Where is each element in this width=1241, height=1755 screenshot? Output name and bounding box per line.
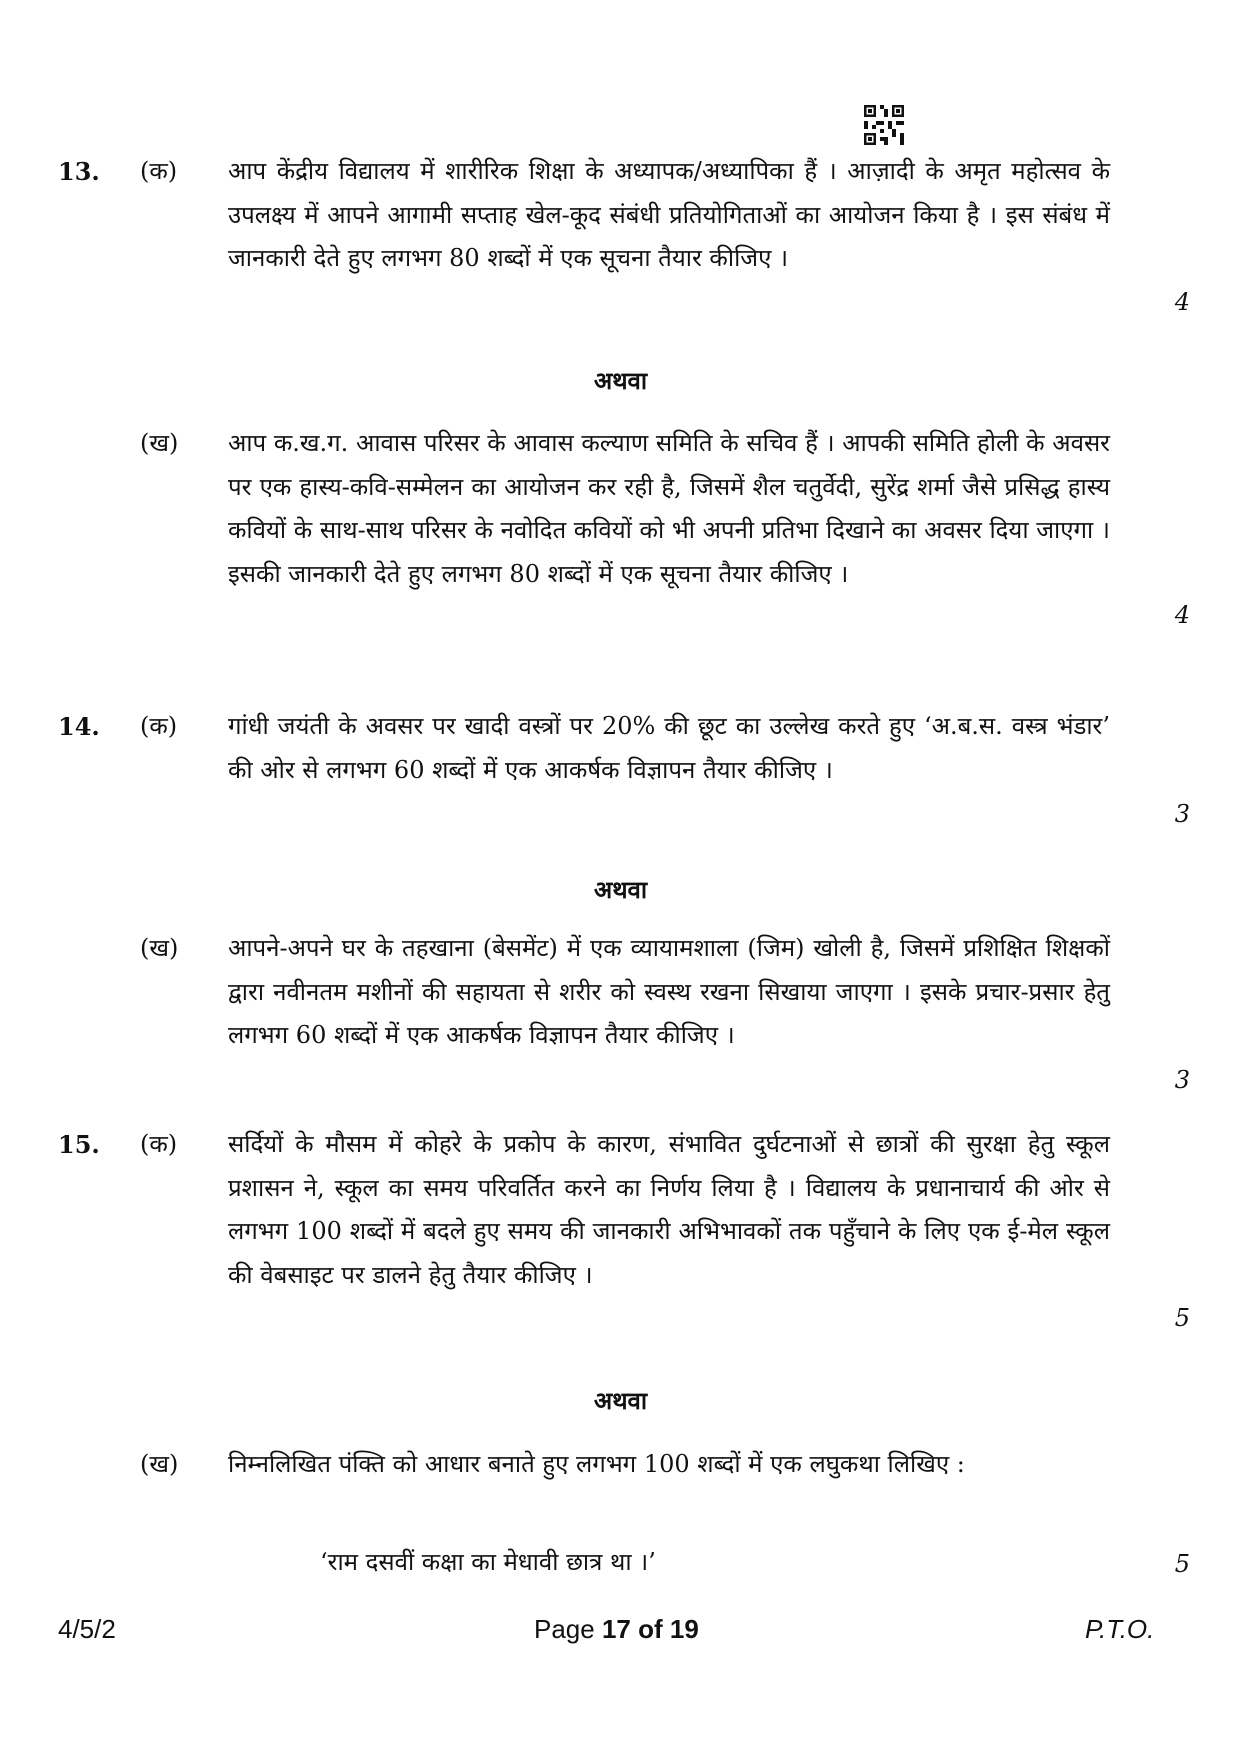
or-separator: अथवा (593, 366, 648, 395)
page-prefix: Page (534, 1614, 602, 1644)
qr-code-icon (864, 105, 904, 145)
marks: 5 (1174, 1550, 1190, 1578)
question-number: 15. (58, 1130, 100, 1159)
question-number: 14. (58, 712, 100, 741)
or-separator: अथवा (593, 875, 648, 904)
part-text: गांधी जयंती के अवसर पर खादी वस्त्रों पर 20% की छूट का उल्लेख करते हुए ‘अ.ब.स. वस्त्र भंडार’ की ओर से लगभग 60 शब्दों में एक आकर्षक विज्ञापन तैयार कीजिए । (228, 712, 1110, 784)
or-separator: अथवा (593, 1386, 648, 1415)
part-label: (क) (140, 157, 178, 185)
marks: 3 (1174, 1066, 1190, 1094)
part-text: सर्दियों के मौसम में कोहरे के प्रकोप के कारण, संभावित दुर्घटनाओं से छात्रों की सुरक्षा हेतु स्कूल प्रशासन ने, स्कूल का समय परिवर्तित करने का निर्णय लिया है । विद्यालय के प्रधानाचार्य की ओर से लगभग 100 शब्दों में बदले हुए समय की जानकारी अभिभावकों तक पहुँचाने के लिए एक ई-मेल स्कूल की वेबसाइट पर डालने हेतु तैयार कीजिए । (228, 1130, 1110, 1289)
marks: 5 (1174, 1304, 1190, 1332)
part-text: निम्नलिखित पंक्ति को आधार बनाते हुए लगभग 100 शब्दों में एक लघुकथा लिखिए : (228, 1450, 965, 1478)
pto-label: P.T.O. (1085, 1614, 1155, 1644)
page-of: of (630, 1614, 670, 1644)
part-label: (क) (140, 1130, 178, 1158)
page-indicator (534, 1612, 699, 1646)
part-label: (ख) (140, 429, 179, 457)
part-label: (ख) (140, 934, 179, 962)
part-text: आपने-अपने घर के तहखाना (बेसमेंट) में एक व्यायामशाला (जिम) खोली है, जिसमें प्रशिक्षित शिक्षकों द्वारा नवीनतम मशीनों की सहायता से शरीर को स्वस्थ रखना सिखाया जाएगा । इसके प्रचार-प्रसार हेतु लगभग 60 शब्दों में एक आकर्षक विज्ञापन तैयार कीजिए । (228, 934, 1110, 1049)
marks: 3 (1174, 800, 1190, 828)
part-label: (ख) (140, 1450, 179, 1478)
paper-code: 4/5/2 (58, 1614, 116, 1644)
part-label: (क) (140, 712, 178, 740)
question-number: 13. (58, 157, 100, 186)
page-current: 17 (601, 1614, 631, 1644)
quote-line: ‘राम दसवीं कक्षा का मेधावी छात्र था ।’ (320, 1548, 656, 1576)
page-total: 19 (669, 1614, 699, 1644)
marks: 4 (1174, 601, 1190, 629)
part-text: आप क.ख.ग. आवास परिसर के आवास कल्याण समिति के सचिव हैं । आपकी समिति होली के अवसर पर एक हास्य-कवि-सम्मेलन का आयोजन कर रही है, जिसमें शैल चतुर्वेदी, सुरेंद्र शर्मा जैसे प्रसिद्ध हास्य कवियों के साथ-साथ परिसर के नवोदित कवियों को भी अपनी प्रतिभा दिखाने का अवसर दिया जाएगा । इसकी जानकारी देते हुए लगभग 80 शब्दों में एक सूचना तैयार कीजिए । (228, 429, 1110, 588)
marks: 4 (1174, 288, 1190, 316)
part-text: आप केंद्रीय विद्यालय में शारीरिक शिक्षा के अध्यापक/अध्यापिका हैं । आज़ादी के अमृत महोत्सव के उपलक्ष्य में आपने आगामी सप्ताह खेल-कूद संबंधी प्रतियोगिताओं का आयोजन किया है । इस संबंध में जानकारी देते हुए लगभग 80 शब्दों में एक सूचना तैयार कीजिए । (228, 157, 1110, 272)
